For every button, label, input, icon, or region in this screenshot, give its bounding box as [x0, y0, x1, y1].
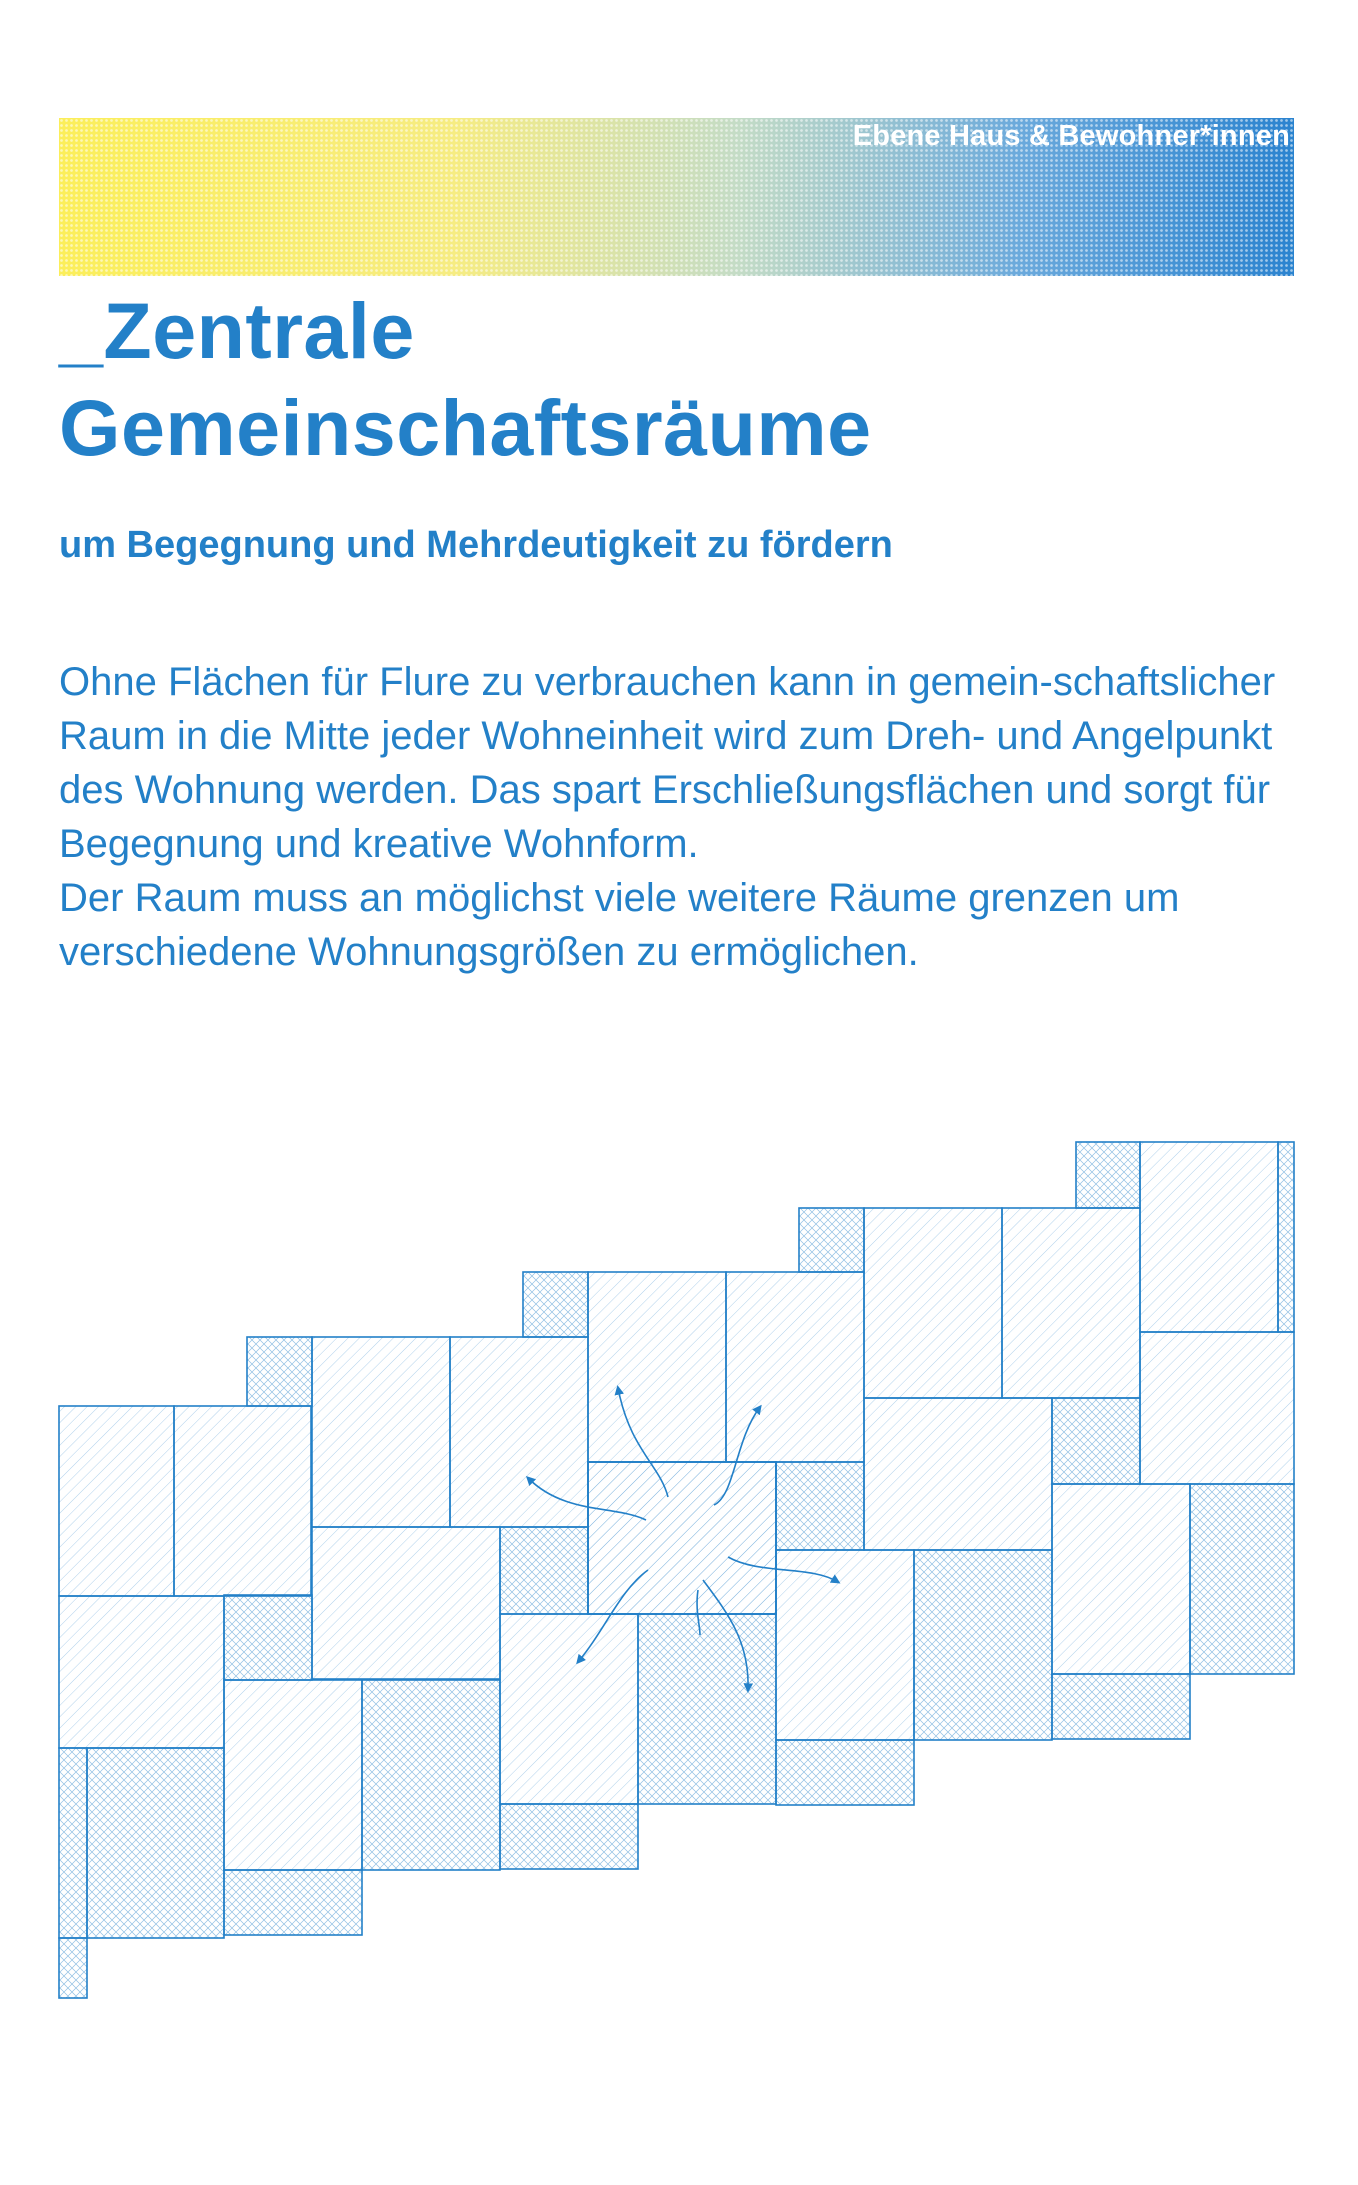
header-label: Ebene Haus & Bewohner*innen [852, 120, 1290, 152]
title-line-1: _Zentrale [59, 286, 415, 375]
room-grid [59, 1142, 1294, 1998]
central-common-room [588, 1462, 776, 1614]
title-line-2: Gemeinschaftsräume [59, 383, 872, 472]
page-subtitle: um Begegnung und Mehrdeutigkeit zu fördern [59, 524, 893, 566]
body-paragraph-2: Der Raum muss an möglichst viele weitere Räume grenzen um verschiedene Wohnungsgrößen zu ermöglichen. [59, 876, 1180, 974]
body-paragraph-1: Ohne Flächen für Flure zu verbrauchen kann in gemein-schaftslicher Raum in die Mitte jeder Wohneinheit wird zum Dreh- und Angelpunkt des Wohnung werden. Das spart Erschließungsflächen und sorgt für Begegnung und kreative Wohnform. [59, 660, 1276, 866]
